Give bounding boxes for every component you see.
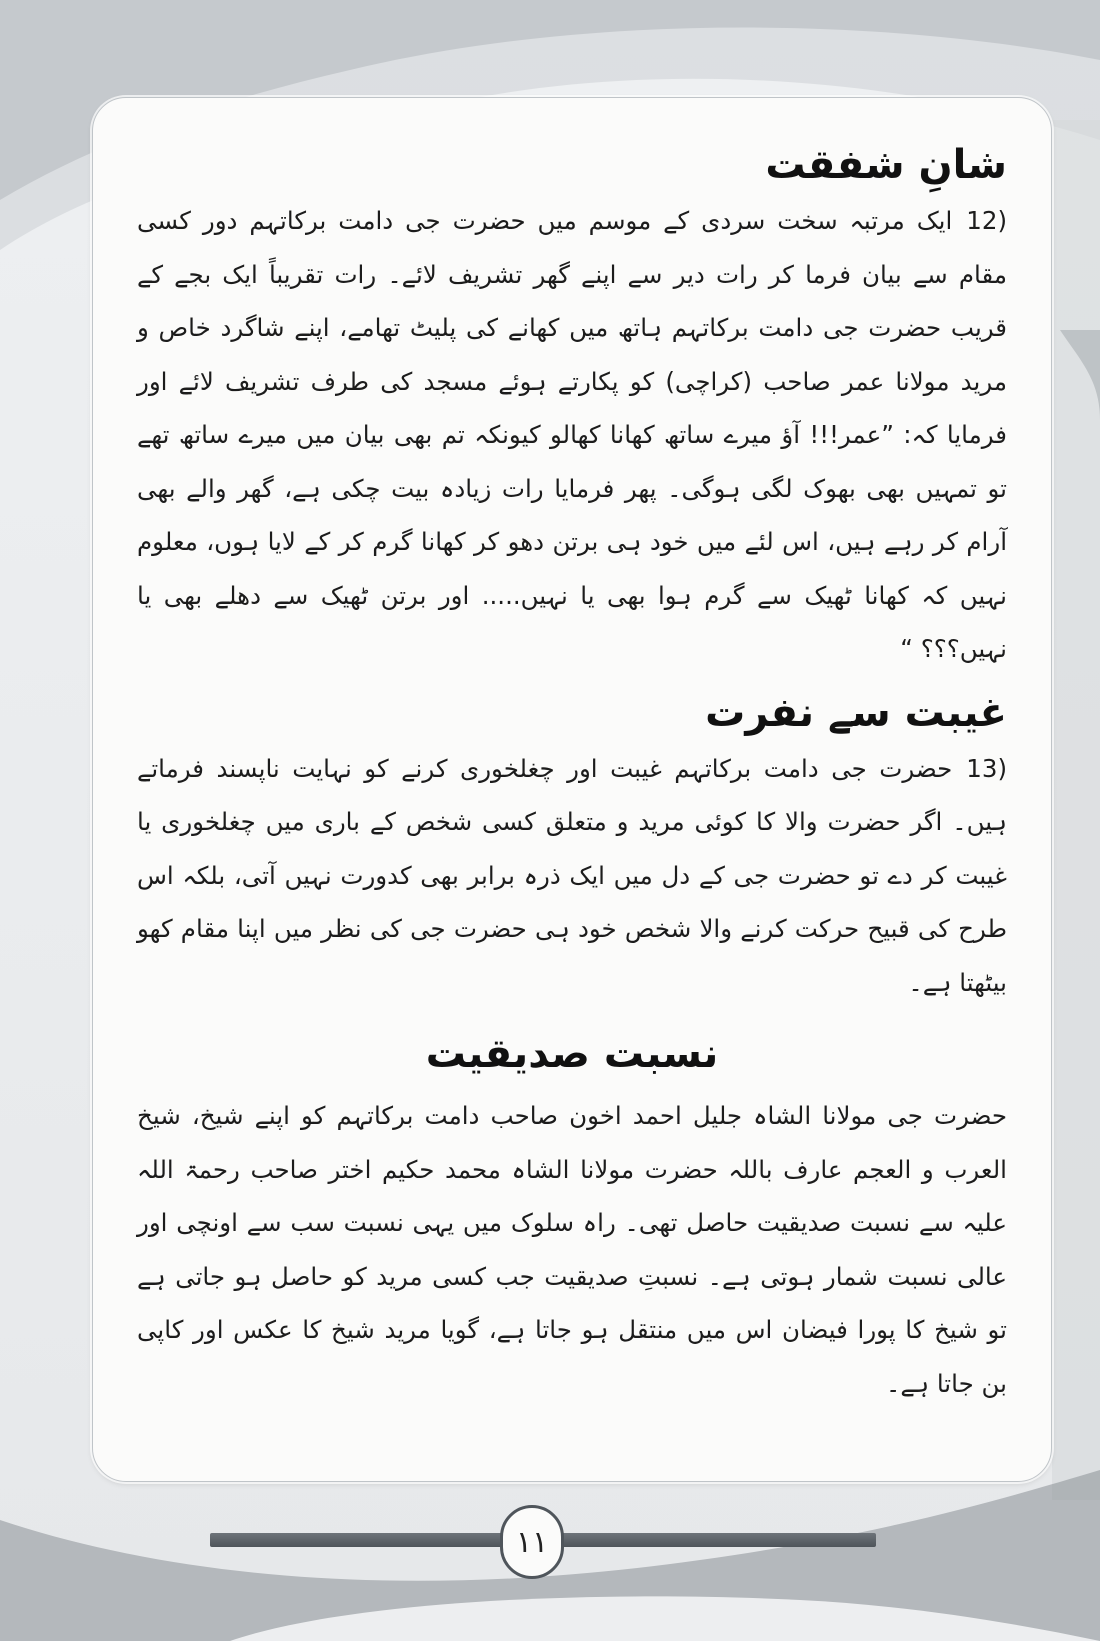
right-edge-band (1052, 120, 1100, 1500)
section-heading: شانِ شفقت (765, 142, 1007, 188)
item-number: 12) (966, 206, 1007, 235)
page-number: ۱۱ (500, 1505, 564, 1579)
section-heading: غیبت سے نفرت (705, 689, 1007, 736)
section-paragraph (137, 194, 1007, 676)
item-number: 13) (966, 753, 1007, 783)
section-paragraph (137, 1089, 1007, 1410)
section-nisbat (137, 1025, 1007, 1410)
paragraph-text: حضرت جی مولانا الشاہ جلیل احمد اخون صاحب دامت برکاتہم کو اپنے شیخ، شیخ العرب و العجم عارف باللہ حضرت مولانا الشاہ محمد حکیم اختر صاحب رحمۃ اللہ علیہ سے نسبت صدیقیت حاصل تھی۔ راہ سلوک میں یہی نسبت سب سے اونچی اور عالی نسبت شمار ہوتی ہے۔ نسبتِ صدیقیت جب کسی مرید کو حاصل ہو جاتی ہے تو شیخ کا پورا فیضان اس میں منتقل ہو جاتا ہے، گویا مرید شیخ کا عکس اور کاپی بن جاتا ہے۔ (137, 1101, 1007, 1398)
section-heading: نسبت صدیقیت (425, 1031, 719, 1077)
section-paragraph (137, 742, 1007, 1010)
paragraph-text: حضرت جی دامت برکاتہم غیبت اور چغلخوری کرنے کو نہایت ناپسند فرماتے ہیں۔ اگر حضرت والا کا کوئی مرید و متعلق کسی شخص کے باری میں چغلخوری یا غیبت کر دے تو حضرت جی کے دل میں ایک ذرہ برابر بھی کدورت نہیں آتی، بلکہ اس طرح کی قبیح حرکت کرنے والا شخص خود ہی حضرت جی کی نظر میں اپنا مقام کھو بیٹھتا ہے۔ (137, 753, 1007, 997)
section-shafqat (137, 136, 1007, 676)
content-panel (92, 97, 1052, 1482)
section-ghibat (137, 684, 1007, 1010)
paragraph-text: ایک مرتبہ سخت سردی کے موسم میں حضرت جی دامت برکاتہم دور کسی مقام سے بیان فرما کر رات دیر سے اپنے گھر تشریف لائے۔ رات تقریباً ایک بجے کے قریب حضرت جی دامت برکاتہم ہاتھ میں کھانے کی پلیٹ تھامے، اپنے شاگرد خاص و مرید مولانا عمر صاحب (کراچی) کو پکارتے ہوئے مسجد کی طرف تشریف لائے اور فرمایا کہ: ”عمر!!! آؤ میرے ساتھ کھانا کھالو کیونکہ تم بھی بیان میں میرے ساتھ تھے تو تمہیں بھی بھوک لگی ہوگی۔ پھر فرمایا رات زیادہ بیت چکی ہے، گھر والے بھی آرام کر رہے ہیں، اس لئے میں خود ہی برتن دھو کر کھانا گرم کر کے لایا ہوں، معلوم نہیں کہ کھانا ٹھیک سے گرم ہوا بھی یا نہیں..... اور برتن ٹھیک سے دھلے بھی یا نہیں؟؟؟ “ (137, 206, 1007, 663)
